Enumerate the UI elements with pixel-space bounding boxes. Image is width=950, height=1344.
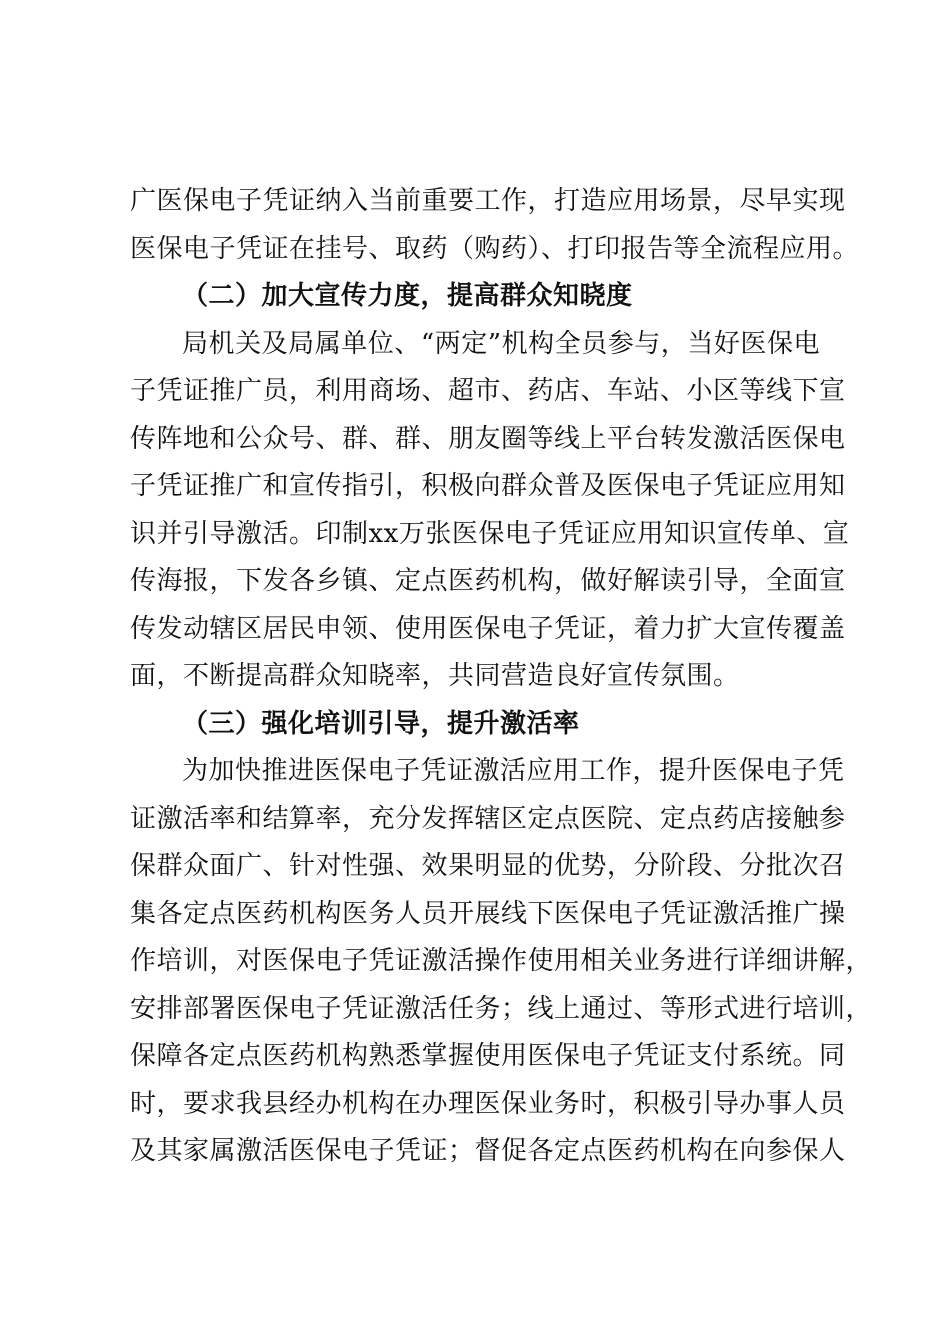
text-line: 证激活率和结算率，充分发挥辖区定点医院、定点药店接触参 [130, 803, 846, 834]
paragraph-3 [130, 748, 873, 1176]
text-line: 传阵地和公众号、群、群、朋友圈等线上平台转发激活医保电 [130, 423, 846, 454]
text-line: 及其家属激活医保电子凭证；督促各定点医药机构在向参保人 [130, 1136, 846, 1166]
text-line: 面，不断提高群众知晓率，共同营造良好宣传氛围。 [130, 661, 740, 691]
text-line: 子凭证推广和宣传指引，积极向群众普及医保电子凭证应用知 [130, 471, 846, 501]
paragraph-1 [130, 178, 860, 273]
text-line: 局机关及局属单位、“两定”机构全员参与，当好医保电 [182, 328, 820, 359]
section-heading-3: （三）强化培训引导，提升激活率 [182, 708, 580, 739]
text-line: 保障各定点医药机构熟悉掌握使用医保电子凭证支付系统。同 [130, 1041, 846, 1071]
text-line: 广医保电子凭证纳入当前重要工作，打造应用场景，尽早实现 [130, 186, 846, 216]
text-line: 保群众面广、针对性强、效果明显的优势，分阶段、分批次召 [130, 851, 846, 881]
text-line: 作培训，对医保电子凭证激活操作使用相关业务进行详细讲解， [130, 946, 873, 976]
text-line: 传发动辖区居民申领、使用医保电子凭证，着力扩大宣传覆盖 [130, 613, 846, 644]
text-line: 传海报，下发各乡镇、定点医药机构，做好解读引导，全面宣 [130, 566, 846, 596]
text-line: 安排部署医保电子凭证激活任务；线上通过、等形式进行培训， [130, 993, 873, 1024]
text-line: 子凭证推广员，利用商场、超市、药店、车站、小区等线下宣 [130, 376, 846, 406]
document-body [130, 178, 873, 1176]
text-line: 时，要求我县经办机构在办理医保业务时，积极引导办事人员 [130, 1088, 846, 1119]
section-heading-2: （二）加大宣传力度，提高群众知晓度 [182, 281, 633, 311]
text-line: 医保电子凭证在挂号、取药（购药）、打印报告等全流程应用。 [130, 233, 860, 264]
text-line: 为加快推进医保电子凭证激活应用工作，提升医保电子凭 [182, 756, 845, 786]
paragraph-2 [130, 321, 850, 701]
text-line: 集各定点医药机构医务人员开展线下医保电子凭证激活推广操 [130, 898, 846, 929]
text-line: 识并引导激活。印制xx万张医保电子凭证应用知识宣传单、宣 [130, 518, 850, 549]
